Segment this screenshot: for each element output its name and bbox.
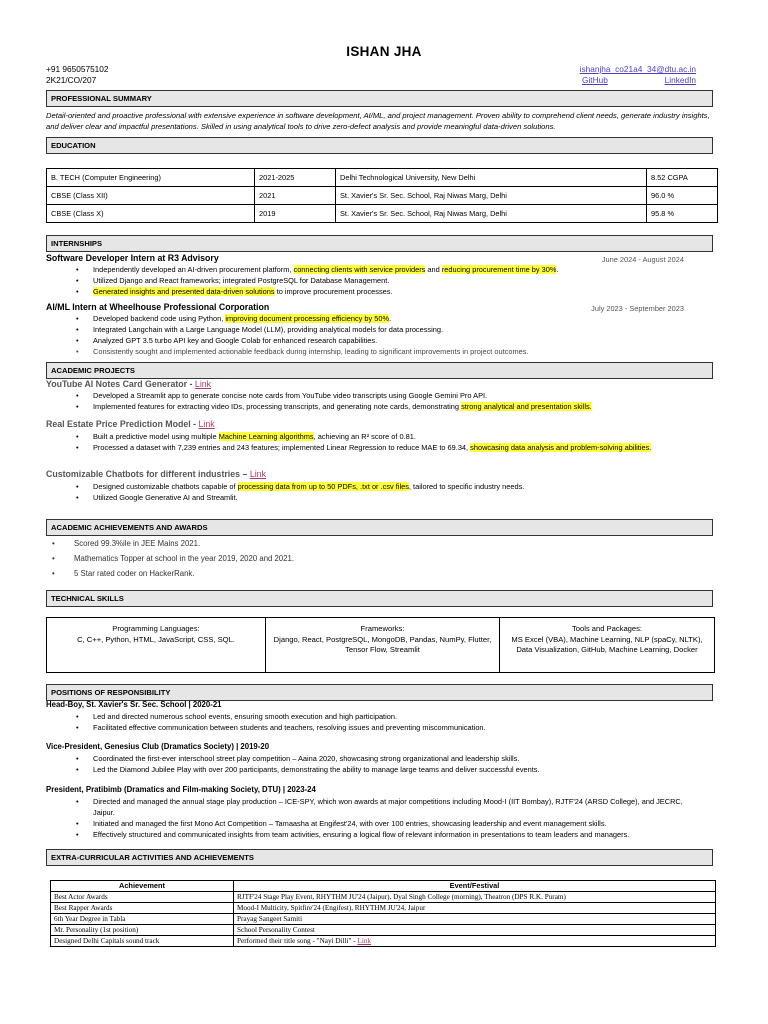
position-bullets [76,711,696,733]
section-positions: POSITIONS OF RESPONSIBILITY [46,684,713,701]
table-row [51,892,716,903]
edu-institute: St. Xavier's Sr. Sec. School, Raj Niwas Marg, Delhi [336,205,647,223]
event-cell: Performed their title song - "Nayi Dilli" - Link [234,936,716,947]
list-item: • Implemented features for extracting video IDs, processing transcripts, and generating note cards, demonstrating strong analytical and presentation skills. [76,401,696,412]
skills-cell [47,618,266,673]
skills-body: C, C++, Python, HTML, JavaScript, CSS, SQL. [77,634,235,644]
linkedin-link[interactable]: LinkedIn [664,75,696,85]
email-link[interactable]: ishanjha_co21a4_34@dtu.ac.in [579,64,696,74]
project-title: Real Estate Price Prediction Model - Link [46,419,215,429]
achievement-cell: 6th Year Degree in Tabla [51,914,234,925]
column-header: Achievement [51,881,234,892]
table-header-row [51,881,716,892]
list-item: • Designed customizable chatbots capable of processing data from up to 50 PDFs, .txt or .csv files, tailored to specific industry needs. [76,481,696,492]
event-cell: Mood-I Multicity, Spitfire'24 (Engifest), RHYTHM JU'24, Jaipur [234,903,716,914]
edu-score: 8.52 CGPA [647,169,718,187]
skills-body: MS Excel (VBA), Machine Learning, NLP (spaCy, NLTK), Data Visualization, GitHub, Machine Learning, Docker [511,634,703,654]
skills-table [46,617,715,673]
list-item: • Consistently sought and implemented actionable feedback during internship, leading to significant improvements in project outcomes. [76,346,696,357]
edu-degree: CBSE (Class X) [47,205,255,223]
event-cell: RJTF'24 Stage Play Event, RHYTHM JU'24 (Jaipur), Dyal Singh College (morning), Theatron (DPS R.K. Puram) [234,892,716,903]
position-bullets [76,796,696,840]
list-item: • Developed a Streamlit app to generate concise note cards from YouTube video transcripts using Google Gemini Pro API. [76,390,696,401]
candidate-name: ISHAN JHA [346,44,422,59]
skills-cell [266,618,500,673]
achievement-cell: Best Rapper Awards [51,903,234,914]
soundtrack-link[interactable]: Link [357,937,372,945]
project-bullets [76,481,696,503]
section-skills: TECHNICAL SKILLS [46,590,713,607]
list-item: • Independently developed an AI-driven procurement platform, connecting clients with service providers and reducing procurement time by 30%. [76,264,696,275]
edu-years: 2021-2025 [255,169,336,187]
contact-right [560,64,696,86]
edu-score: 95.8 % [647,205,718,223]
list-item: • Scored 99.3%ile in JEE Mains 2021. [52,536,294,551]
list-item: • Mathematics Topper at school in the year 2019, 2020 and 2021. [52,551,294,566]
list-item: • Developed backend code using Python, improving document processing efficiency by 50%. [76,313,696,324]
roll-number: 2K21/CO/207 [46,75,97,85]
skills-cell [500,618,715,673]
edu-years: 2021 [255,187,336,205]
section-projects: ACADEMIC PROJECTS [46,362,713,379]
table-row [47,618,715,673]
internship-bullets [76,264,696,297]
internship-date: June 2024 - August 2024 [601,255,684,264]
section-education: EDUCATION [46,137,713,154]
achievement-list [52,536,294,581]
achievement-cell: Best Actor Awards [51,892,234,903]
position-title: Vice-President, Genesius Club (Dramatics Society) | 2019-20 [46,742,270,751]
extra-table [50,880,716,947]
event-cell: School Personality Contest [234,925,716,936]
edu-institute: Delhi Technological University, New Delhi [336,169,647,187]
section-summary: PROFESSIONAL SUMMARY [46,90,713,107]
list-item: • Effectively structured and communicated insights from team activities, ensuring a logical flow of relevant information in presentations to team leaders and managers. [76,829,696,840]
education-table [46,168,718,223]
project-bullets [76,390,696,412]
achievement-cell: Designed Delhi Capitals sound track [51,936,234,947]
edu-institute: St. Xavier's Sr. Sec. School, Raj Niwas Marg, Delhi [336,187,647,205]
list-item: • Led the Diamond Jubilee Play with over 200 participants, demonstrating the ability to manage large teams and deliver successful events. [76,764,696,775]
list-item: • 5 Star rated coder on HackerRank. [52,566,294,581]
table-row [47,169,718,187]
list-item: • Utilized Django and React frameworks; integrated PostgreSQL for Database Management. [76,275,696,286]
skills-body: Django, React, PostgreSQL, MongoDB, Pandas, NumPy, Flutter, Tensor Flow, Streamlit [273,634,492,654]
skills-heading: Frameworks: [360,624,405,633]
list-item: • Directed and managed the annual stage play production – ICE-SPY, which won awards at major competitions including Mood-I (IIT Bombay), RJTF'24 (ARSD College), and JECRC, Jaipur. [76,796,696,818]
internship-title: AI/ML Intern at Wheelhouse Professional Corporation [46,302,270,312]
contact-left [46,64,109,86]
list-item: • Coordinated the first-ever interschool street play competition – Aaina 2020, showcasing strong organizational and leadership skills. [76,753,696,764]
list-item: • Integrated Langchain with a Large Language Model (LLM), providing analytical models for data processing. [76,324,696,335]
table-row [47,205,718,223]
column-header: Event/Festival [234,881,716,892]
project-link[interactable]: Link [194,379,212,389]
edu-degree: CBSE (Class XII) [47,187,255,205]
project-link[interactable]: Link [198,419,215,429]
position-bullets [76,753,696,775]
section-extra: EXTRA-CURRICULAR ACTIVITIES AND ACHIEVEMENTS [46,849,713,866]
internship-title: Software Developer Intern at R3 Advisory [46,253,219,263]
list-item: • Initiated and managed the first Mono Act Competition – Tamaasha at Engifest'24, with over 100 entries, showcasing leadership and event management skills. [76,818,696,829]
project-link[interactable]: Link [249,469,266,479]
github-link[interactable]: GitHub [582,75,608,85]
internship-bullets [76,313,696,357]
list-item: • Built a predictive model using multiple Machine Learning algorithms, achieving an R² score of 0.81. [76,431,696,442]
achievement-cell: Mr. Personality (1st position) [51,925,234,936]
phone-number: +91 9650575102 [46,64,109,74]
skills-heading: Programming Languages: [112,624,200,633]
project-title: YouTube AI Notes Card Generator - Link [46,379,212,389]
list-item: • Facilitated effective communication between students and teachers, resolving issues and preventing miscommunication. [76,722,696,733]
position-title: President, Pratibimb (Dramatics and Film-making Society, DTU) | 2023-24 [46,785,316,794]
project-title: Customizable Chatbots for different industries – Link [46,469,266,479]
event-cell: Prayag Sangeet Samiti [234,914,716,925]
project-bullets [76,431,696,453]
table-row [47,187,718,205]
edu-degree: B. TECH (Computer Engineering) [47,169,255,187]
list-item: • Utilized Google Generative AI and Streamlit. [76,492,696,503]
section-internships: INTERNSHIPS [46,235,713,252]
section-achievements: ACADEMIC ACHIEVEMENTS AND AWARDS [46,519,713,536]
edu-years: 2019 [255,205,336,223]
summary-text: Detail-oriented and proactive professional with extensive experience in software development, AI/ML, and project management. Proven ability to comprehend client needs, generate industry insights, and deliver clear and impactful presentations. Skilled in using analytical tools to drive zero-defect analysis and provide meaningful data-driven solutions. [46,111,710,131]
internship-date: July 2023 - September 2023 [591,304,684,313]
edu-score: 96.0 % [647,187,718,205]
table-row [51,903,716,914]
list-item: • Generated insights and presented data-driven solutions to improve procurement processes. [76,286,696,297]
position-title: Head-Boy, St. Xavier's Sr. Sec. School | 2020-21 [46,700,222,709]
skills-heading: Tools and Packages: [571,624,643,633]
table-row [51,914,716,925]
list-item: • Processed a dataset with 7,239 entries and 243 features; implemented Linear Regression to reduce MAE to 69.34, showcasing data analysis and problem-solving abilities. [76,442,696,453]
table-row [51,936,716,947]
list-item: • Led and directed numerous school events, ensuring smooth execution and high participation. [76,711,696,722]
list-item: • Analyzed GPT 3.5 turbo API key and Google Colab for enhanced research capabilities. [76,335,696,346]
table-row [51,925,716,936]
